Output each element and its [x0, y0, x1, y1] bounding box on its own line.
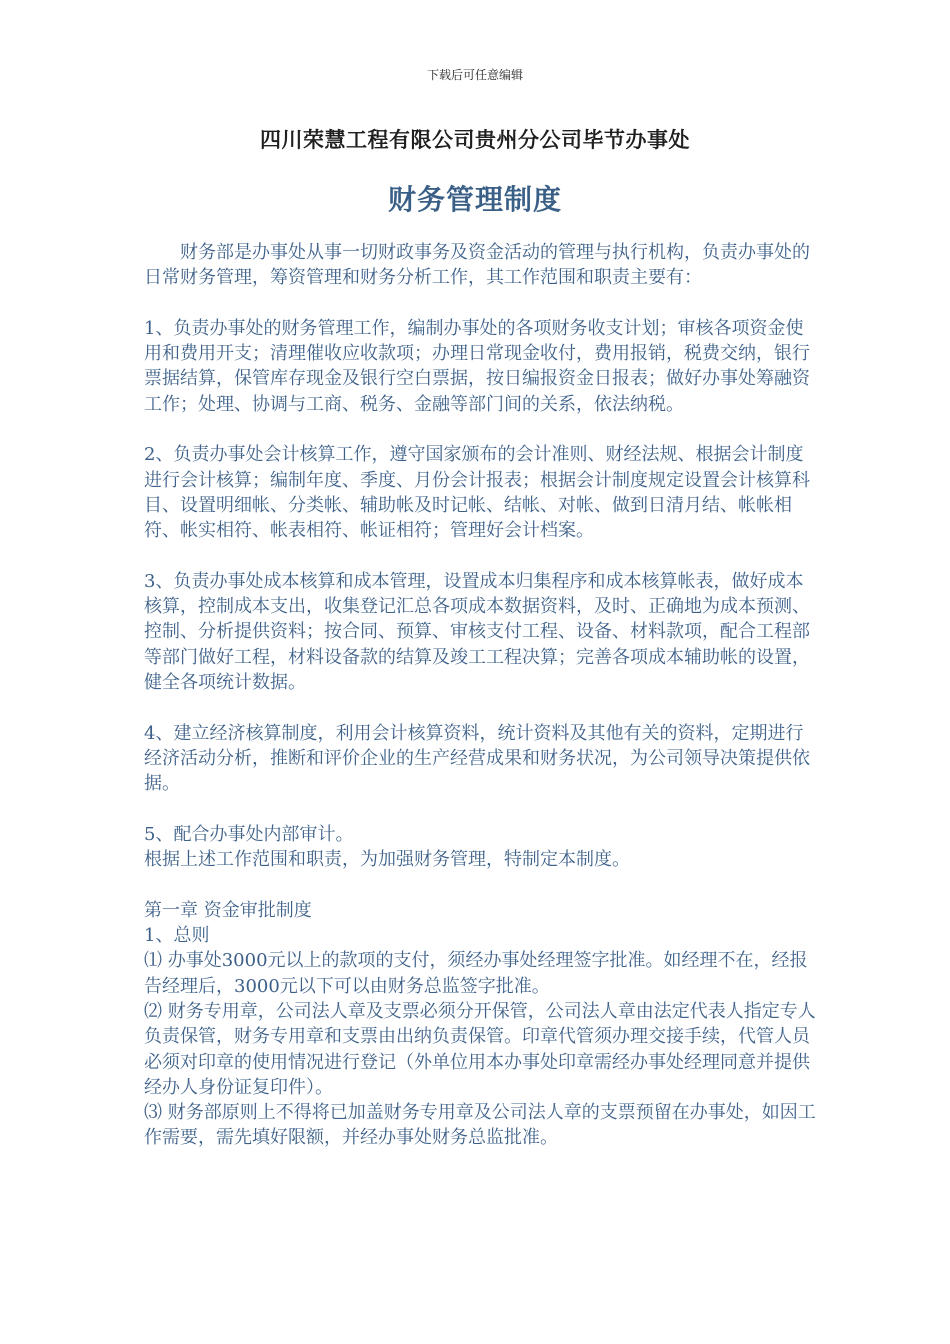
closing-paragraph: 根据上述工作范围和职责，为加强财务管理，特制定本制度。	[144, 849, 630, 871]
company-title: 四川荣慧工程有限公司贵州分公司毕节办事处	[260, 127, 690, 152]
paragraph-gap	[144, 417, 820, 442]
chapter-title: 第一章 资金审批制度	[144, 899, 312, 921]
article-paragraph: ⑵ 财务专用章，公司法人章及支票必须分开保管，公司法人章由法定代表人指定专人负责保管，财务专用章和支票由出纳负责保管。印章代管须办理交接手续，代管人员必须对印章的使用情况进行登记（外单位用本办事处印章需经办事处经理同意并提供经办人身份证复印件）。	[144, 1000, 816, 1098]
document-body	[144, 240, 820, 1151]
paragraph-gap	[144, 291, 820, 316]
duty-paragraph: 2、负责办事处会计核算工作，遵守国家颁布的会计准则、财经法规、根据会计制度进行会计核算；编制年度、季度、月份会计报表；根据会计制度规定设置会计核算科目、设置明细帐、分类帐、辅助帐及时记帐、结帐、对帐、做到日清月结、帐帐相符、帐实相符、帐表相符、帐证相符；管理好会计档案。	[144, 444, 810, 542]
paragraph-gap	[144, 695, 820, 720]
paragraph-gap	[144, 797, 820, 822]
intro-paragraph: 财务部是办事处从事一切财政事务及资金活动的管理与执行机构，负责办事处的日常财务管理，筹资管理和财务分析工作，其工作范围和职责主要有：	[144, 242, 810, 289]
paragraph-gap	[144, 544, 820, 569]
article-paragraph: ⑶ 财务部原则上不得将已加盖财务专用章及公司法人章的支票预留在办事处，如因工作需要，需先填好限额，并经办事处财务总监批准。	[144, 1102, 816, 1149]
duty-paragraph: 3、负责办事处成本核算和成本管理，设置成本归集程序和成本核算帐表，做好成本核算，控制成本支出，收集登记汇总各项成本数据资料，及时、正确地为成本预测、控制、分析提供资料；按合同、预算、审核支付工程、设备、材料款项，配合工程部等部门做好工程，材料设备款的结算及竣工工程决算；完善各项成本辅助帐的设置，健全各项统计数据。	[144, 570, 810, 694]
duty-paragraph: 5、配合办事处内部审计。	[144, 823, 354, 845]
article-paragraph: ⑴ 办事处3000元以上的款项的支付，须经办事处经理签字批准。如经理不在，经报告经理后，3000元以下可以由财务总监签字批准。	[144, 950, 808, 997]
section-title: 1、总则	[144, 925, 210, 947]
duty-paragraph: 1、负责办事处的财务管理工作，编制办事处的各项财务收支计划；审核各项资金使用和费用开支；清理催收应收款项；办理日常现金收付，费用报销，税费交纳，银行票据结算，保管库存现金及银行空白票据，按日编报资金日报表；做好办事处筹融资工作；处理、协调与工商、税务、金融等部门间的关系，依法纳税。	[144, 317, 810, 415]
duty-paragraph: 4、建立经济核算制度，利用会计核算资料，统计资料及其他有关的资料，定期进行经济活动分析，推断和评价企业的生产经营成果和财务状况，为公司领导决策提供依据。	[144, 722, 810, 795]
header-note: 下载后可任意编辑	[426, 68, 523, 82]
document-title: 财务管理制度	[387, 183, 562, 216]
paragraph-gap	[144, 872, 820, 897]
